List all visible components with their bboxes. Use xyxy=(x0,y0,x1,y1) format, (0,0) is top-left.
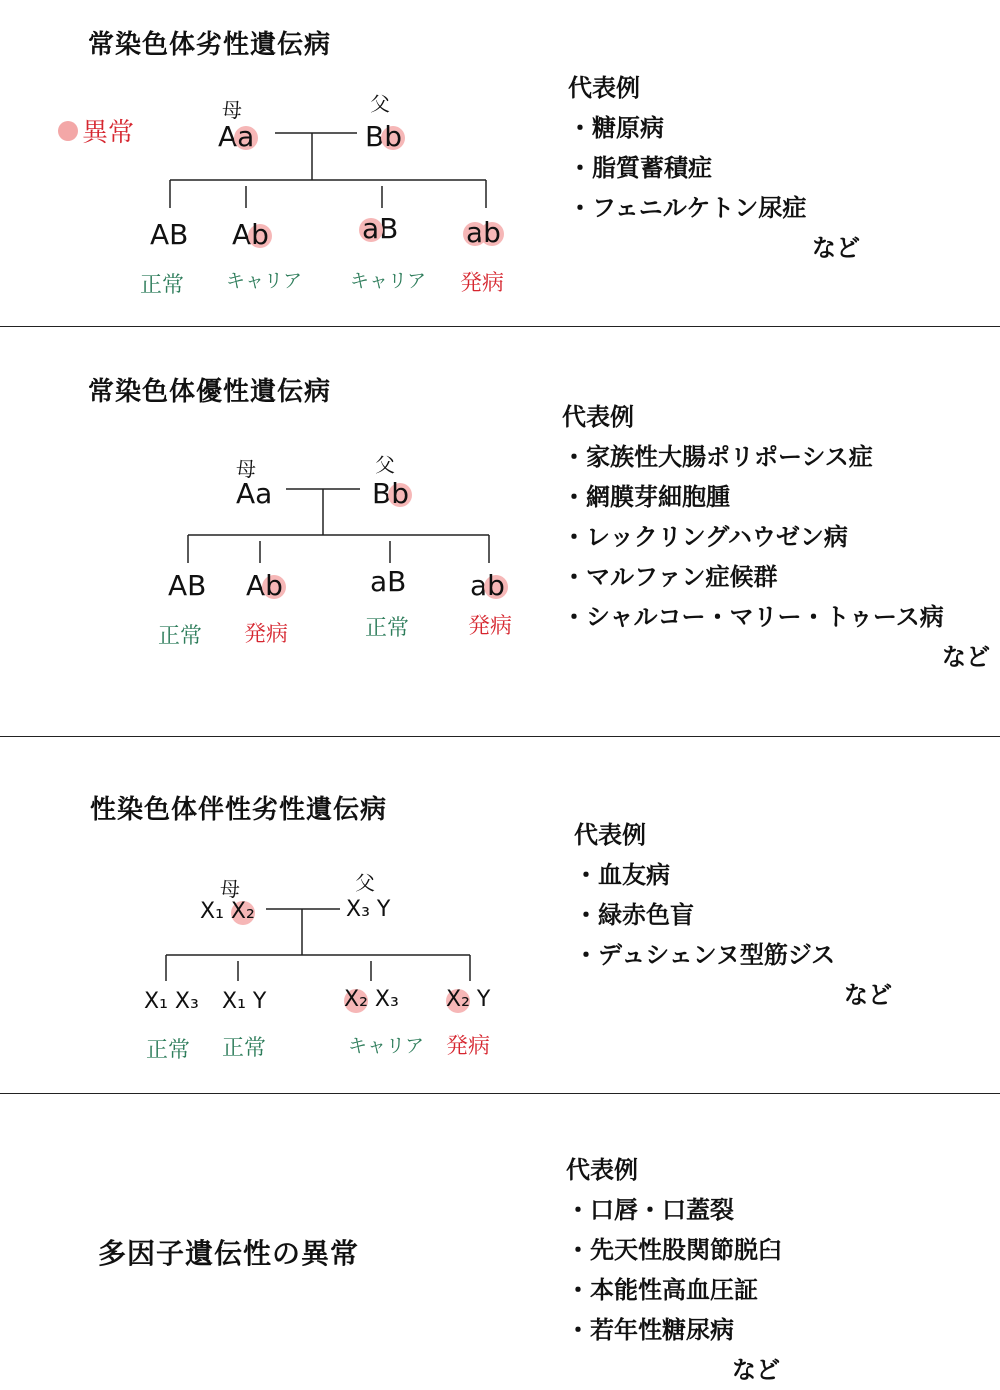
example-item: ・家族性大腸ポリポーシス症 xyxy=(562,443,873,471)
mother-symbol: 母 xyxy=(220,877,240,901)
example-item: ・網膜芽細胞腫 xyxy=(562,483,730,511)
child-status: 正常 xyxy=(158,624,203,649)
child-genotype xyxy=(144,989,199,1014)
mother-symbol: 母 xyxy=(236,457,256,481)
child-genotype xyxy=(446,987,490,1012)
child-genotype xyxy=(232,218,269,251)
allele-highlighted: a xyxy=(237,120,255,153)
section-title: 常染色体優性遺伝病 xyxy=(88,377,332,407)
child-status: キャリア xyxy=(350,270,427,292)
allele-highlighted: b xyxy=(265,569,283,602)
child-status: 発病 xyxy=(468,614,513,639)
examples-list xyxy=(574,815,892,1015)
child-status: 発病 xyxy=(460,271,505,296)
child-genotype xyxy=(470,569,505,602)
examples-heading: 代表例 xyxy=(568,74,640,102)
section-sex-linked-recessive xyxy=(0,737,1000,1094)
example-item: ・口唇・口蓋裂 xyxy=(566,1196,734,1224)
examples-list xyxy=(566,1150,780,1390)
examples-etc: など xyxy=(812,234,860,262)
father-genotype xyxy=(365,120,402,153)
child-genotype xyxy=(222,989,266,1014)
father-symbol: 父 xyxy=(370,92,390,116)
allele: X₃ xyxy=(374,987,399,1012)
allele-highlighted: b xyxy=(487,569,505,602)
examples-list xyxy=(562,397,990,677)
child-status: 正常 xyxy=(146,1038,191,1063)
mother-genotype xyxy=(236,477,272,510)
allele-highlighted: X₂ xyxy=(230,899,255,924)
allele: X₁ xyxy=(222,989,246,1014)
section-autosomal-dominant xyxy=(0,327,1000,737)
examples-heading: 代表例 xyxy=(566,1156,638,1184)
allele: A xyxy=(236,477,256,510)
child-status: 発病 xyxy=(244,622,289,647)
child-genotype xyxy=(370,565,406,598)
allele: X₃ xyxy=(346,897,370,922)
section-title: 多因子遺伝性の異常 xyxy=(98,1237,360,1270)
examples-heading: 代表例 xyxy=(574,821,646,849)
allele: a xyxy=(255,477,273,510)
child-status: キャリア xyxy=(226,270,303,292)
child-genotype xyxy=(362,212,398,245)
allele-highlighted: a xyxy=(362,212,380,245)
allele-highlighted: b xyxy=(483,216,501,249)
father-symbol: 父 xyxy=(355,871,375,895)
section-autosomal-recessive xyxy=(0,0,1000,327)
examples-etc: など xyxy=(942,643,990,671)
example-item: ・脂質蓄積症 xyxy=(568,154,712,182)
child-status: 正常 xyxy=(222,1036,267,1061)
example-item: ・糖原病 xyxy=(568,114,664,142)
example-item: ・マルファン症候群 xyxy=(562,563,778,591)
child-status: 発病 xyxy=(446,1034,491,1059)
allele: B xyxy=(365,120,385,153)
allele: a xyxy=(370,565,388,598)
mother-symbol: 母 xyxy=(222,98,242,122)
allele-highlighted: b xyxy=(384,120,402,153)
example-item: ・緑赤色盲 xyxy=(574,901,694,929)
examples-etc: など xyxy=(732,1356,780,1384)
allele: A xyxy=(218,120,238,153)
allele: Y xyxy=(376,897,391,922)
child-genotype xyxy=(168,569,206,602)
allele: B xyxy=(379,212,399,245)
section-multifactorial xyxy=(0,1094,1000,1390)
allele: B xyxy=(387,565,407,598)
allele: A xyxy=(232,218,252,251)
father-genotype xyxy=(346,897,390,922)
examples-list xyxy=(568,68,860,268)
child-genotype xyxy=(246,569,283,602)
example-item: ・本能性高血圧証 xyxy=(566,1276,758,1304)
mother-genotype xyxy=(218,120,254,153)
example-item: ・レックリングハウゼン病 xyxy=(562,523,848,551)
child-genotype xyxy=(150,218,188,251)
examples-etc: など xyxy=(844,981,892,1009)
allele-highlighted: X₂ xyxy=(344,987,368,1012)
allele: A xyxy=(246,569,266,602)
allele: X₁ xyxy=(200,899,224,924)
allele: B xyxy=(372,477,392,510)
abnormal-legend-label: 異常 xyxy=(82,118,135,148)
allele: A xyxy=(168,569,188,602)
allele: a xyxy=(470,569,488,602)
allele: B xyxy=(169,218,189,251)
child-status: 正常 xyxy=(140,273,185,298)
child-genotype xyxy=(466,216,501,249)
allele-highlighted: a xyxy=(466,216,484,249)
example-item: ・血友病 xyxy=(574,861,670,889)
child-genotype xyxy=(344,987,399,1012)
section-title: 常染色体劣性遺伝病 xyxy=(88,30,332,60)
father-genotype xyxy=(372,477,409,510)
allele-highlighted: b xyxy=(251,218,269,251)
mother-genotype xyxy=(200,899,255,924)
allele: A xyxy=(150,218,170,251)
father-symbol: 父 xyxy=(375,453,395,477)
example-item: ・フェニルケトン尿症 xyxy=(568,194,807,222)
child-status: 正常 xyxy=(365,616,410,641)
allele: X₁ xyxy=(144,989,168,1014)
allele-highlighted: b xyxy=(391,477,409,510)
example-item: ・若年性糖尿病 xyxy=(566,1316,734,1344)
example-item: ・デュシェンヌ型筋ジス xyxy=(574,941,836,969)
allele: X₃ xyxy=(174,989,199,1014)
child-status: キャリア xyxy=(348,1035,425,1057)
example-item: ・シャルコー・マリー・トゥース病 xyxy=(562,603,944,631)
allele-highlighted: X₂ xyxy=(446,987,470,1012)
section-title: 性染色体伴性劣性遺伝病 xyxy=(90,795,388,825)
examples-heading: 代表例 xyxy=(562,403,634,431)
allele: Y xyxy=(476,987,491,1012)
allele: B xyxy=(187,569,207,602)
example-item: ・先天性股関節脱臼 xyxy=(566,1236,782,1264)
allele: Y xyxy=(252,989,267,1014)
